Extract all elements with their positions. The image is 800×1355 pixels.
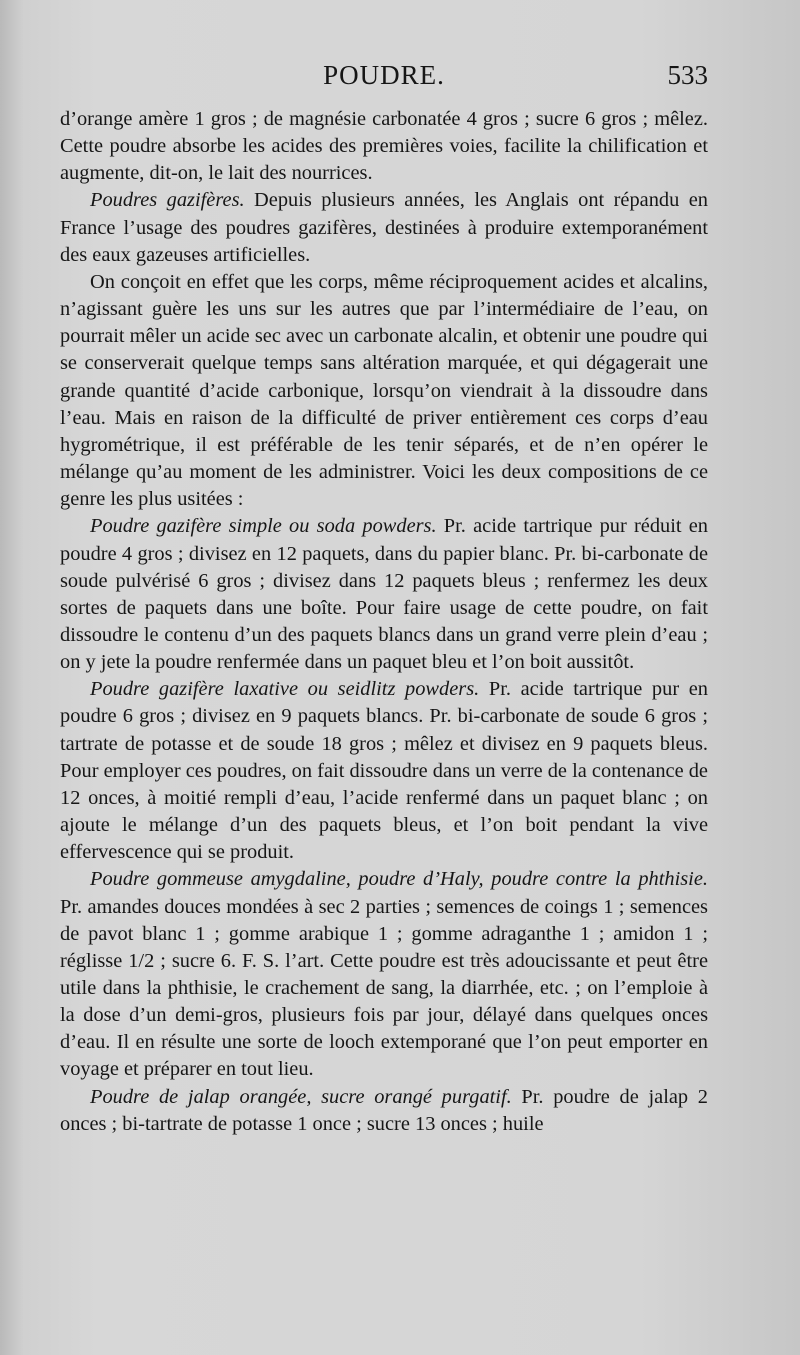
entry-label: Poudre gommeuse amygdaline, poudre d’Haly, poudre contre la phthisie.	[90, 868, 708, 891]
paragraph-seidlitz-powders	[60, 676, 708, 866]
page-number: 533	[667, 60, 708, 90]
paragraph-text: d’orange amère 1 gros ; de magnésie carbonatée 4 gros ; sucre 6 gros ; mêlez. Cette poudre absorbe les acides des premières voies, facilite la chilification et augmente, dit-on, le lait des nourrices.	[60, 108, 708, 185]
paragraph-continuation	[60, 106, 708, 187]
paragraph-poudre-jalap	[60, 1084, 708, 1138]
entry-label: Poudre de jalap orangée, sucre orangé purgatif.	[90, 1085, 512, 1108]
paragraph-text: On conçoit en effet que les corps, même réciproquement acides et alcalins, n’agissant guère les uns sur les autres que par l’intermédiaire de l’eau, on pourrait mêler un acide sec avec un carbonate alcalin, et obtenir une poudre qui se conserverait quelque temps sans altération marquée, et qui dégagerait une grande quantité d’acide carbonique, lorsqu’on viendrait à la dissoudre dans l’eau. Mais en raison de la difficulté de priver entièrement ces corps d’eau hygrométrique, il est préférable de les tenir séparés, et de n’en opérer le mélange qu’au moment de les administrer. Voici les deux compositions de ce genre les plus usitées :	[60, 270, 708, 511]
running-head	[60, 60, 708, 96]
paragraph-text: Pr. amandes douces mondées à sec 2 parties ; semences de coings 1 ; semences de pavot blanc 1 ; gomme arabique 1 ; gomme adraganthe 1 ; amidon 1 ; réglisse 1/2 ; sucre 6. F. S. l’art. Cette poudre est très adoucissante et peut être utile dans la phthisie, le crachement de sang, la diarrhée, etc. ; on l’emploie à la dose d’un demi-gros, plusieurs fois par jour, délayé dans quelques onces d’eau. Il en résulte une sorte de looch extemporané que l’on peut emporter en voyage et préparer en tout lieu.	[60, 895, 708, 1081]
entry-label: Poudres gazifères.	[90, 189, 245, 212]
running-title: POUDRE.	[323, 60, 445, 90]
entry-label: Poudre gazifère laxative ou seidlitz powders.	[90, 678, 480, 701]
paragraph-explanation	[60, 269, 708, 513]
paragraph-text: Pr. poudre de jalap 2 onces ; bi-tartrate de potasse 1 once ; sucre 13 onces ; huile	[60, 1085, 708, 1135]
body-text	[60, 106, 708, 1138]
paragraph-poudre-gommeuse	[60, 866, 708, 1083]
paragraph-soda-powders	[60, 513, 708, 676]
paragraph-poudres-gaziferes	[60, 187, 708, 268]
paragraph-text: Pr. acide tartrique pur réduit en poudre 4 gros ; divisez en 12 paquets, dans du papier blanc. Pr. bi-carbonate de soude pulvérisé 6 gros ; divisez dans 12 paquets bleus ; renfermez les deux sortes de paquets dans une boîte. Pour faire usage de cette poudre, on fait dissoudre le contenu d’un des paquets blancs dans un grand verre plein d’eau ; on y jete la poudre renfermée dans un paquet bleu et l’on boit aussitôt.	[60, 515, 708, 674]
entry-label: Poudre gazifère simple ou soda powders.	[90, 515, 437, 538]
paragraph-text: Depuis plusieurs années, les Anglais ont répandu en France l’usage des poudres gazifères, destinées à produire extemporanément des eaux gazeuses artificielles.	[60, 189, 708, 266]
paragraph-text: Pr. acide tartrique pur en poudre 6 gros ; divisez en 9 paquets blancs. Pr. bi-carbonate de soude 6 gros ; tartrate de potasse et de soude 18 gros ; mêlez et divisez en 9 paquets bleus. Pour employer ces poudres, on fait dissoudre dans un verre de la contenance de 12 onces, à moitié rempli d’eau, l’acide renfermé dans un paquet blanc ; on ajoute le mélange d’un des paquets bleus, et l’on boit pendant la vive effervescence qui se produit.	[60, 678, 708, 864]
